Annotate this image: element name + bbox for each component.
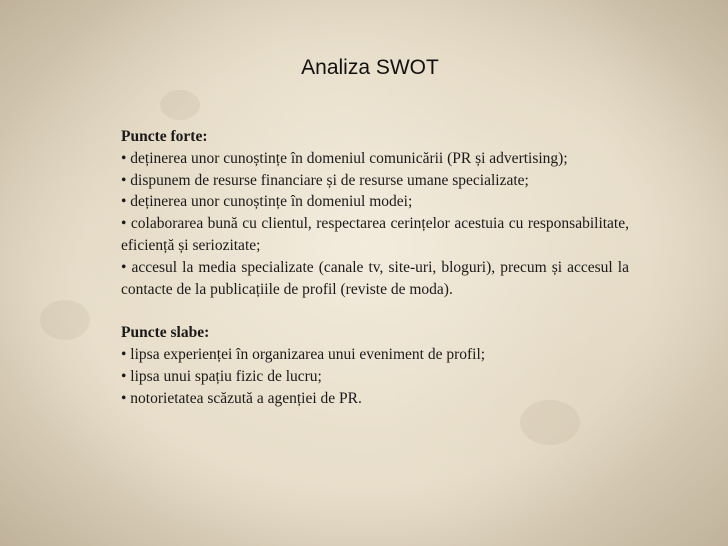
section-heading-strengths: Puncte forte: — [121, 128, 208, 145]
slide-title — [0, 56, 728, 80]
weakness-item: • notorietatea scăzută a agenției de PR. — [121, 389, 362, 407]
slide-title-text: Analiza SWOT — [301, 56, 439, 79]
slide-content — [121, 126, 629, 409]
strength-item: • deținerea unor cunoștințe în domeniul comunicării (PR și advertising); — [121, 149, 568, 167]
section-spacer — [121, 300, 629, 322]
strength-item: • deținerea unor cunoștințe în domeniul modei; — [121, 193, 413, 211]
weakness-item: • lipsa unui spațiu fizic de lucru; — [121, 367, 322, 385]
strength-item: • colaborarea bună cu clientul, respectarea cerințelor acestuia cu responsabilitate, eficiență și seriozitate; — [121, 215, 629, 254]
weakness-item: • lipsa experienței în organizarea unui eveniment de profil; — [121, 345, 486, 363]
section-heading-weaknesses: Puncte slabe: — [121, 324, 210, 342]
strength-item: • accesul la media specializate (canale tv, site-uri, bloguri), precum și accesul la contacte de la publicațiile de profil (reviste de moda). — [121, 258, 629, 298]
strength-item: • dispunem de resurse financiare și de resurse umane specializate; — [121, 171, 529, 189]
paper-stain — [40, 300, 90, 340]
paper-stain — [160, 90, 200, 120]
